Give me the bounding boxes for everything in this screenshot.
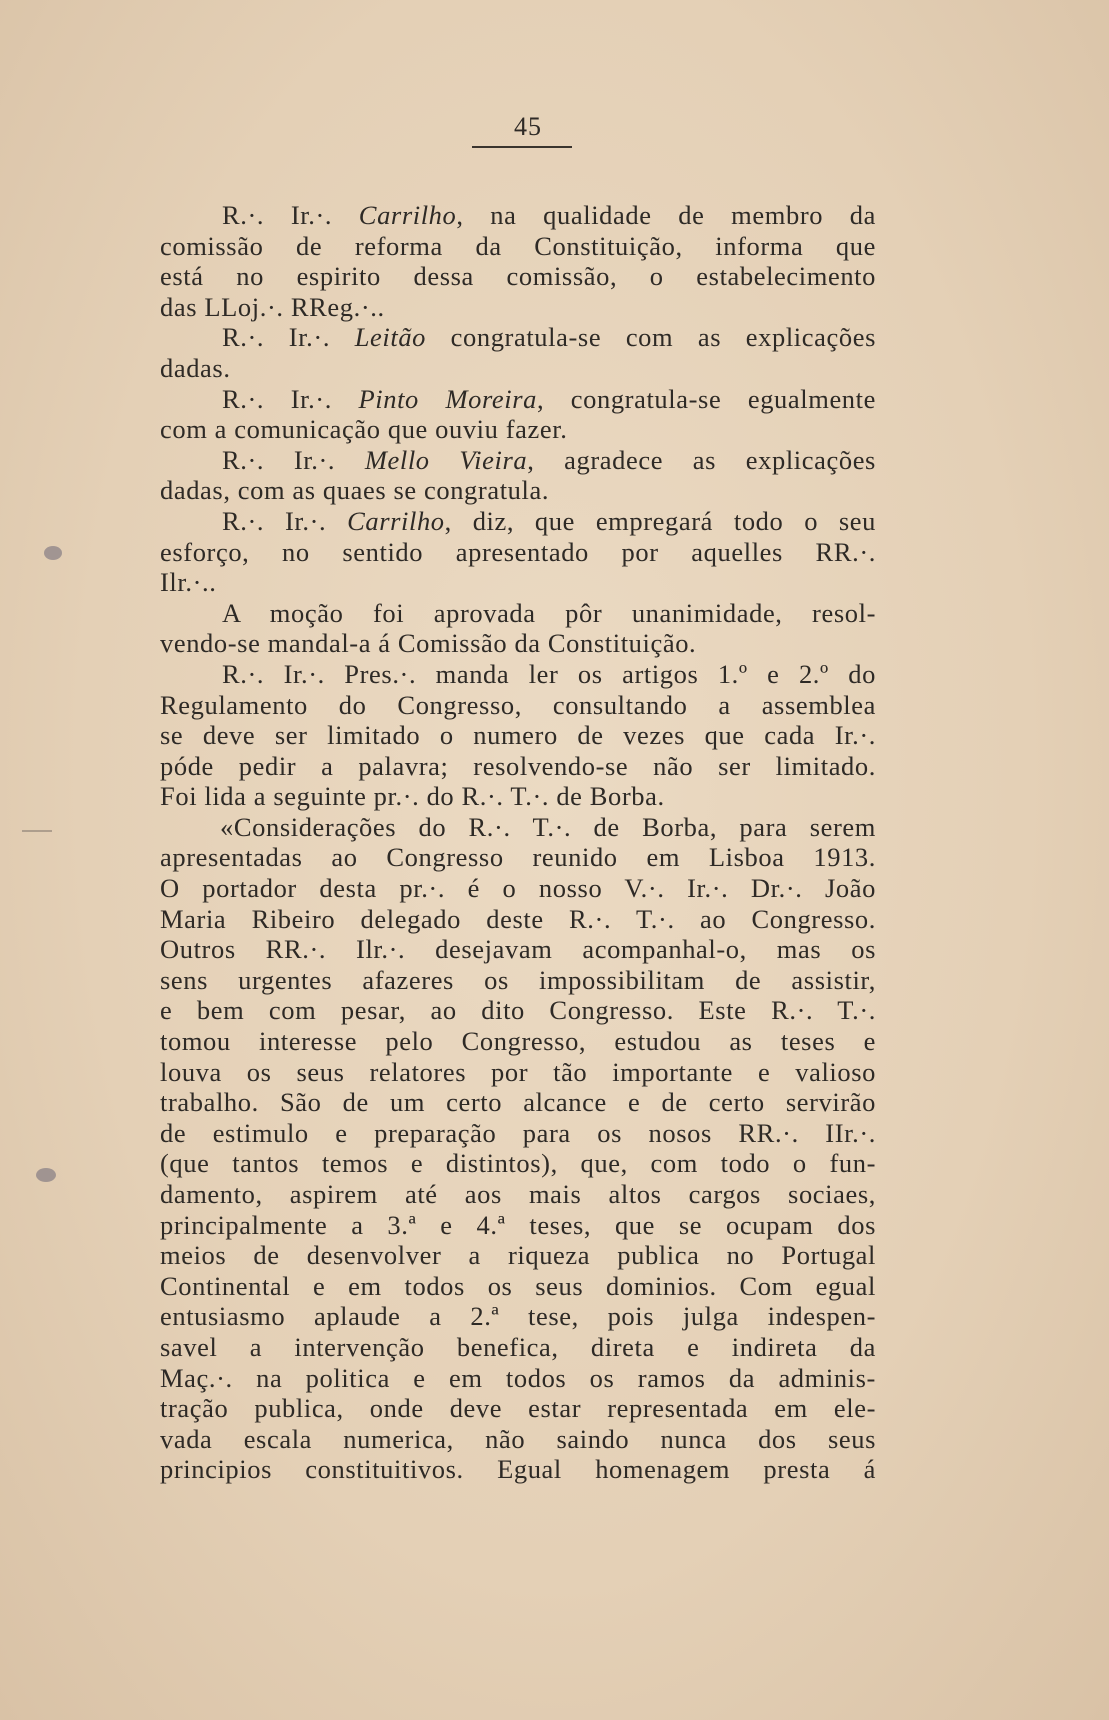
text-line xyxy=(160,812,876,843)
text-line xyxy=(160,1424,876,1455)
text-run: R.·. Ir.·. Pres.·. manda ler os artigos 1.º e 2.º do xyxy=(222,658,876,689)
italic-name: Carrilho xyxy=(358,200,457,230)
text-run: R.·. Ir.·. xyxy=(222,444,365,475)
ink-stain xyxy=(44,546,62,560)
body-text xyxy=(160,200,876,1485)
text-line xyxy=(160,322,876,353)
text-line xyxy=(160,384,876,415)
text-line xyxy=(160,995,876,1026)
text-run: savel a intervenção benefica, direta e indireta da xyxy=(160,1331,876,1362)
text-line xyxy=(160,1026,876,1057)
text-run: das LLoj.·. RReg.·.. xyxy=(160,291,385,322)
text-line xyxy=(160,690,876,721)
text-run: , congratula-se egualmente xyxy=(537,383,876,414)
text-line xyxy=(160,506,876,537)
text-line xyxy=(160,200,876,231)
text-run: congratula-se com as explicações xyxy=(426,322,876,353)
text-run: O portador desta pr.·. é o nosso V.·. Ir.·. Dr.·. João xyxy=(160,873,876,904)
text-line xyxy=(160,1363,876,1394)
text-run: Foi lida a seguinte pr.·. do R.·. T.·. de Borba. xyxy=(160,781,665,812)
text-line xyxy=(160,904,876,935)
text-line xyxy=(160,1087,876,1118)
ink-stain xyxy=(36,1168,56,1182)
text-run: Ilr.·.. xyxy=(160,567,217,598)
text-line xyxy=(160,1240,876,1271)
text-run: Continental e em todos os seus dominios. Com egual xyxy=(160,1270,876,1301)
text-run: «Considerações do R.·. T.·. de Borba, para serem xyxy=(220,811,876,842)
text-run: Maria Ribeiro delegado deste R.·. T.·. ao Congresso. xyxy=(160,903,876,934)
text-line xyxy=(160,873,876,904)
text-run: póde pedir a palavra; resolvendo-se não ser limitado. xyxy=(160,750,876,781)
text-run: se deve ser limitado o numero de vezes que cada Ir.·. xyxy=(160,720,876,751)
text-run: (que tantos temos e distintos), que, com todo o fun- xyxy=(160,1148,876,1179)
text-run: sens urgentes afazeres os impossibilitam de assistir, xyxy=(160,964,876,995)
text-line xyxy=(160,659,876,690)
text-line xyxy=(160,842,876,873)
text-line xyxy=(160,934,876,965)
text-line xyxy=(160,1454,876,1485)
text-run: comissão de reforma da Constituição, informa que xyxy=(160,230,876,261)
text-line xyxy=(160,1393,876,1424)
page-number-rule xyxy=(472,146,572,148)
text-run: R.·. Ir.·. xyxy=(222,383,359,414)
text-line xyxy=(160,475,876,506)
text-line xyxy=(160,1118,876,1149)
text-line xyxy=(160,598,876,629)
text-line xyxy=(160,414,876,445)
text-run: esforço, no sentido apresentado por aquelles RR.·. xyxy=(160,536,876,567)
text-line xyxy=(160,1210,876,1241)
italic-name: Carrilho xyxy=(347,505,445,536)
text-line xyxy=(160,1148,876,1179)
text-line xyxy=(160,537,876,568)
text-line xyxy=(160,1179,876,1210)
text-run: trabalho. São de um certo alcance e de certo servirão xyxy=(160,1087,876,1118)
text-run: apresentadas ao Congresso reunido em Lisboa 1913. xyxy=(160,842,876,873)
text-run: meios de desenvolver a riqueza publica no Portugal xyxy=(160,1240,876,1271)
text-run: louva os seus relatores por tão importante e valioso xyxy=(160,1056,876,1087)
text-line xyxy=(160,231,876,262)
text-run: tomou interesse pelo Congresso, estudou as teses e xyxy=(160,1026,876,1057)
page-number: 45 xyxy=(514,112,542,141)
text-line xyxy=(160,965,876,996)
text-run: entusiasmo aplaude a 2.ª tese, pois julga indespen- xyxy=(160,1301,876,1332)
text-run: R.·. Ir.·. xyxy=(222,505,348,536)
text-line xyxy=(160,292,876,323)
text-line xyxy=(160,781,876,812)
text-line xyxy=(160,445,876,476)
text-run: damento, aspirem até aos mais altos cargos sociaes, xyxy=(160,1179,876,1209)
text-run: com a comunicação que ouviu fazer. xyxy=(160,414,568,445)
text-run: tração publica, onde deve estar representada em ele- xyxy=(160,1393,876,1424)
text-run: , diz, que empregará todo o seu xyxy=(444,505,876,536)
text-line xyxy=(160,1332,876,1363)
margin-mark xyxy=(22,830,52,832)
text-run: A moção foi aprovada pôr unanimidade, resol- xyxy=(222,597,876,628)
text-line xyxy=(160,720,876,751)
text-run: Maç.·. na politica e em todos os ramos da adminis- xyxy=(160,1362,876,1393)
text-run: Outros RR.·. Ilr.·. desejavam acompanhal-o, mas os xyxy=(160,934,876,965)
text-run: dadas, com as quaes se congratula. xyxy=(160,475,550,506)
text-run: de estimulo e preparação para os nosos RR.·. IIr.·. xyxy=(160,1117,876,1148)
text-run: R.·. Ir.·. xyxy=(222,200,359,230)
text-line xyxy=(160,353,876,384)
text-line xyxy=(160,1301,876,1332)
text-line xyxy=(160,1057,876,1088)
text-run: Regulamento do Congresso, consultando a assemblea xyxy=(160,689,876,720)
text-line xyxy=(160,751,876,782)
text-line xyxy=(160,261,876,292)
text-run: R.·. Ir.·. xyxy=(222,322,355,353)
text-run: e bem com pesar, ao dito Congresso. Este R.·. T.·. xyxy=(160,995,876,1026)
text-run: principios constituitivos. Egual homenagem presta á xyxy=(160,1454,876,1485)
text-run: vendo-se mandal-a á Comissão da Constituição. xyxy=(160,628,697,659)
text-run: principalmente a 3.ª e 4.ª teses, que se ocupam dos xyxy=(160,1209,876,1240)
text-run: dadas. xyxy=(160,352,231,383)
text-run: está no espirito dessa comissão, o estabelecimento xyxy=(160,261,876,292)
text-run: , na qualidade de membro da xyxy=(456,200,876,230)
italic-name: Mello Vieira xyxy=(364,444,528,475)
text-line xyxy=(160,628,876,659)
text-line xyxy=(160,567,876,598)
text-run: vada escala numerica, não saindo nunca dos seus xyxy=(160,1423,876,1454)
text-run: , agradece as explicações xyxy=(527,444,876,475)
text-line xyxy=(160,1271,876,1302)
italic-name: Leitão xyxy=(354,322,427,353)
italic-name: Pinto Moreira xyxy=(358,383,537,414)
